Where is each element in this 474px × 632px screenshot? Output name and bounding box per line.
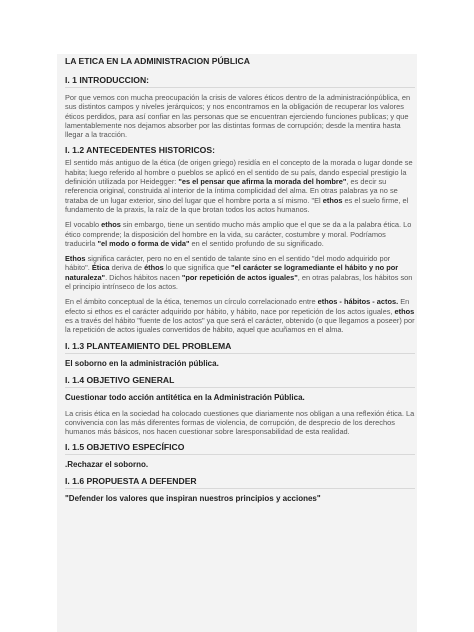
planteamiento-text: El soborno en la administración pública.	[65, 358, 219, 368]
paragraph-introduccion: Por que vemos con mucha preocupación la crisis de valores éticos dentro de la administraciónpública, en sus distintos campos y niveles jerárquicos; y nos encontramos en la obligación de recuperar los valores éticos perdidos, para así confiar en las personas que se encuentran ejerciendo funciones publicas; y que lamentablemente nos dejamos absorber por las distintas formas de corrupción; desde la mentira hasta llegar a la tracción.	[65, 93, 411, 140]
heading-objetivo-general: I. 1.4 OBJETIVO GENERAL	[65, 375, 415, 388]
heading-planteamiento: I. 1.3 PLANTEAMIENTO DEL PROBLEMA	[65, 341, 415, 354]
document-page	[57, 54, 417, 632]
paragraph-crisis: La crisis ética en la sociedad ha colocado cuestiones que diariamente nos obligan a una reflexión ética. La convivencia con las más diferentes formas de violencia, de corrupción, de desprecio de los derechos humanos más básicos, nos hacen cuestionar sobre laresponsabilidad de esta realidad.	[65, 408, 415, 437]
objetivo-especifico-text: .Rechazar el soborno.	[65, 460, 149, 470]
objetivo-general-text: Cuestionar todo acción antitética en la Administración Pública.	[65, 392, 305, 402]
paragraph-antecedentes-2: El vocablo ethos sin embargo, tiene un sentido mucho más amplio que el que se da a la palabra ética. Lo ético comprende; la disposición del hombre en la vida, su carácter, costumbre y moral. Podríamos traducirla "el modo o forma de vida" en el sentido profundo de su significado.	[65, 220, 412, 248]
heading-objetivo-especifico: I. 1.5 OBJETIVO ESPECÍFICO	[65, 442, 415, 455]
paragraph-antecedentes-4: En el ámbito conceptual de la ética, tenemos un círculo correlacionado entre ethos - hábitos - actos. En efecto si ethos es el carácter adquirido por hábito, y hábito, nace por repetición de los actos iguales, ethos es a través del hábito "fuente de los actos" ya que será el carácter, obtenido (o que llegamos a poseer) por la repetición de actos iguales convertidos de hábito, aquel que acuñamos en el alma.	[65, 297, 415, 335]
heading-introduccion: I. 1 INTRODUCCION:	[65, 75, 415, 88]
document-content	[57, 54, 415, 504]
heading-antecedentes: I. 1.2 ANTECEDENTES HISTORICOS:	[65, 145, 215, 156]
propuesta-text: "Defender los valores que inspiran nuestros principios y acciones"	[65, 494, 321, 504]
heading-propuesta: I. 1.6 PROPUESTA A DEFENDER	[65, 476, 415, 489]
paragraph-antecedentes-1: El sentido más antiguo de la ética (de origen griego) residía en el concepto de la morada o lugar donde se habita; luego referido al hombre o pueblos se aplicó en el sentido de su país, dando especial prestigio la definición utilizada por Heidegger: "es el pensar que afirma la morada del hombre", es decir su referencia original, construida al interior de la íntima complicidad del alma. En otras palabras ya no se trataba de un lugar exterior, sino del lugar que el hombre porta a sí mismo. "El ethos es el suelo firme, el fundamento de la praxis, la raíz de la que brotan todos los actos humanos.	[65, 158, 413, 214]
paragraph-antecedentes-3: Ethos significa carácter, pero no en el sentido de talante sino en el sentido "del modo adquirido por hábito". Ética deriva de éthos lo que significa que "el carácter se logramediante el hábito y no por naturaleza". Dichos hábitos nacen "por repetición de actos iguales", en otras palabras, los hábitos son el principio intrínseco de los actos.	[65, 254, 413, 292]
document-title: LA ETICA EN LA ADMINISTRACION PÚBLICA	[65, 56, 250, 66]
